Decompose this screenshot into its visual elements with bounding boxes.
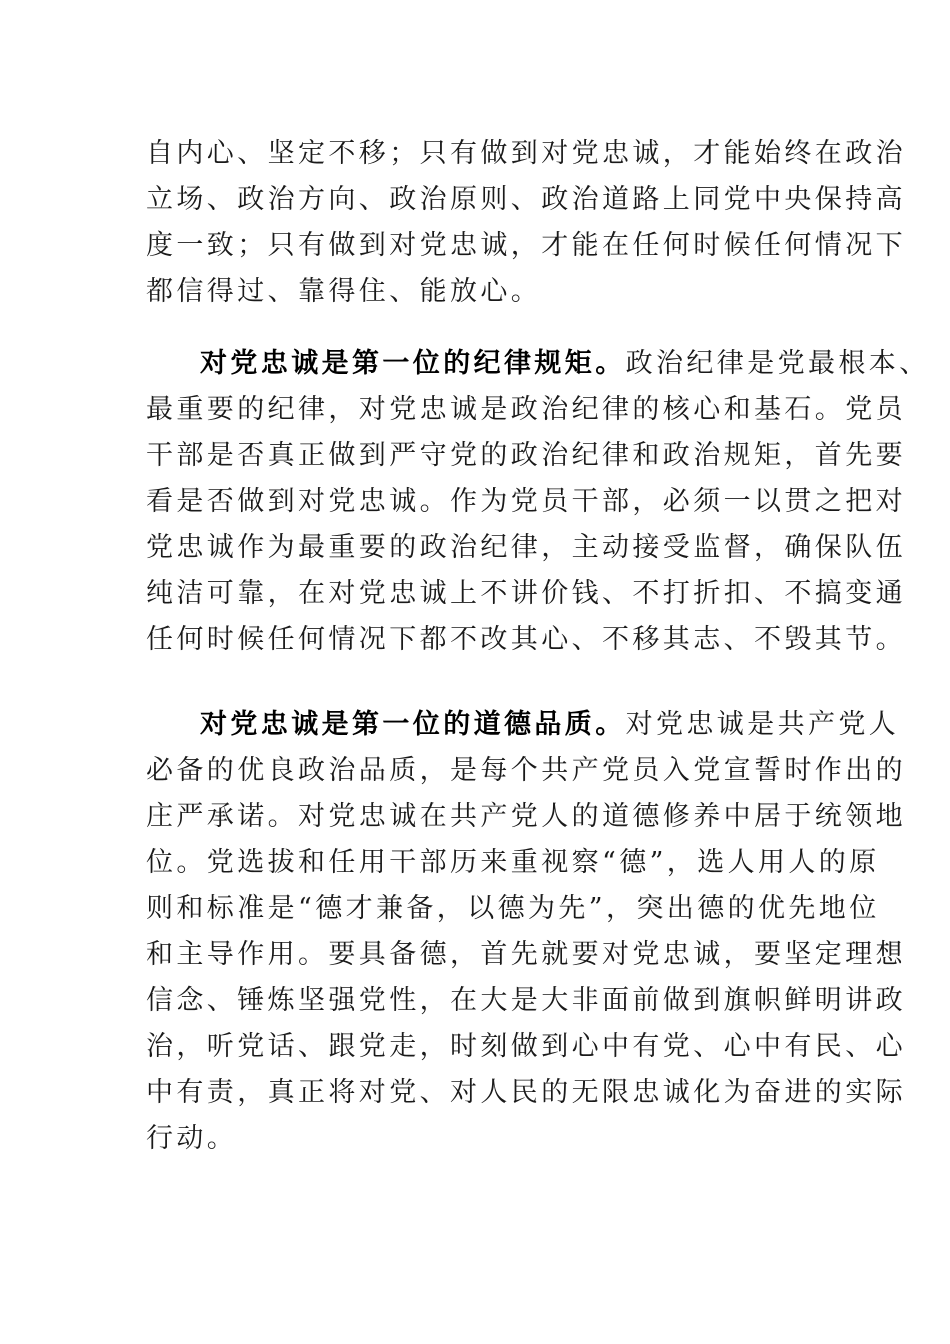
text-line: 必备的优良政治品质，是每个共产党员入党宣誓时作出的 (146, 755, 906, 786)
text-line: 行动。 (146, 1123, 238, 1154)
text-line: 信念、锤炼坚强党性，在大是大非面前做到旗帜鲜明讲政 (146, 985, 906, 1016)
text-line: 都信得过、靠得住、能放心。 (146, 276, 542, 307)
paragraph-morality (146, 702, 906, 1162)
text-line: 中有责，真正将对党、对人民的无限忠诚化为奋进的实际 (146, 1077, 906, 1108)
paragraph-heading: 对党忠诚是第一位的纪律规矩。 (200, 348, 626, 379)
text-line: 看是否做到对党忠诚。作为党员干部，必须一以贯之把对 (146, 486, 906, 517)
text-run: 政治纪律是党最根本、 (625, 348, 930, 379)
text-line: 和主导作用。要具备德，首先就要对党忠诚，要坚定理想 (146, 939, 906, 970)
text-line: 则和标准是“德才兼备，以德为先”，突出德的优先地位 (146, 893, 880, 924)
text-line: 干部是否真正做到严守党的政治纪律和政治规矩，首先要 (146, 440, 906, 471)
text-line: 立场、政治方向、政治原则、政治道路上同党中央保持高 (146, 184, 906, 215)
text-line: 纯洁可靠，在对党忠诚上不讲价钱、不打折扣、不搞变通 (146, 578, 906, 609)
text-line: 自内心、坚定不移；只有做到对党忠诚，才能始终在政治 (146, 138, 906, 169)
paragraph-continuation (146, 131, 906, 315)
paragraph-heading: 对党忠诚是第一位的道德品质。 (200, 709, 626, 740)
paragraph-first-line (146, 702, 900, 748)
text-line: 任何时候任何情况下都不改其心、不移其志、不毁其节。 (146, 624, 906, 655)
text-line: 位。党选拔和任用干部历来重视察“德”，选人用人的原 (146, 847, 880, 878)
text-line: 治，听党话、跟党走，时刻做到心中有党、心中有民、心 (146, 1031, 906, 1062)
text-line: 最重要的纪律，对党忠诚是政治纪律的核心和基石。党员 (146, 394, 906, 425)
text-line: 庄严承诺。对党忠诚在共产党人的道德修养中居于统领地 (146, 801, 906, 832)
paragraph-discipline (146, 341, 930, 663)
paragraph-first-line (146, 341, 930, 387)
text-run: 对党忠诚是共产党人 (625, 709, 900, 740)
text-line: 党忠诚作为最重要的政治纪律，主动接受监督，确保队伍 (146, 532, 906, 563)
text-line: 度一致；只有做到对党忠诚，才能在任何时候任何情况下 (146, 230, 906, 261)
